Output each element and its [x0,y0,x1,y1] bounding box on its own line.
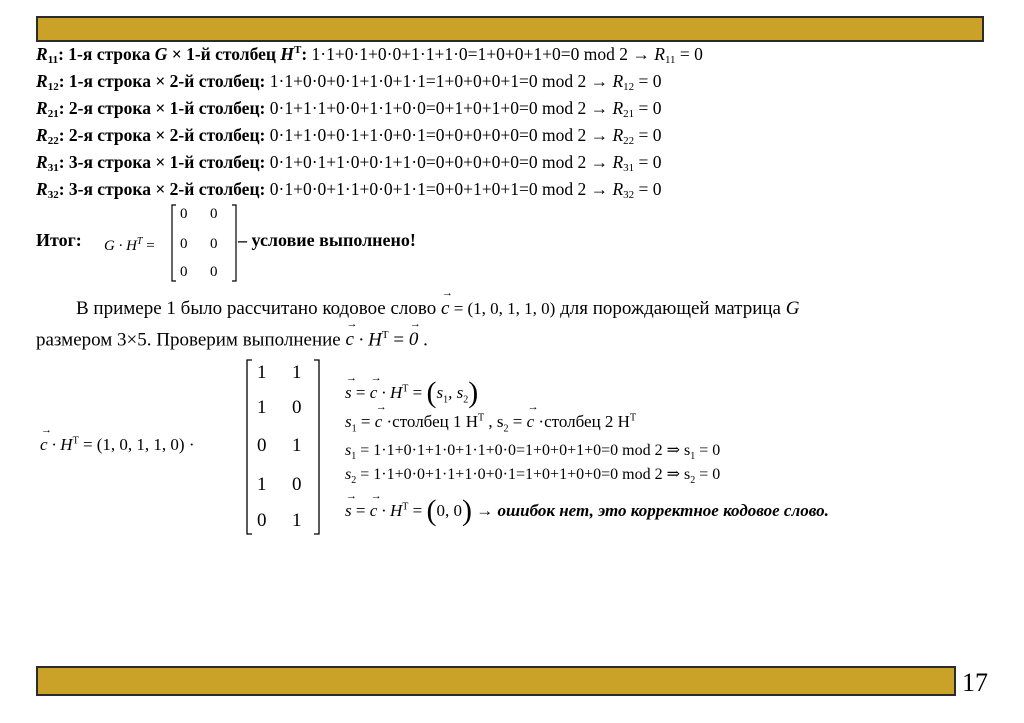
product-matrix-cell: 1 [257,474,267,495]
product-matrix-cell: 1 [292,510,302,531]
product-matrix-cell: 1 [292,362,302,383]
r22-line: $R_{22}$: 2-я строка × 2-й столбец: 0·1+1·0+0·1+1·0+0·1=0+0+0+0+0=0 mod $2 \to R_{22} = 0$ [36,125,662,147]
paragraph-line-2: размером 3×5. Проверим выполнение → $c \cdot H^T$ = → 0 . [36,329,428,351]
product-matrix-brackets [244,358,324,538]
r12-line: $R_{12}$: 1-я строка × 2-й столбец: 1·1+0·0+0·1+1·0+1·1=1+0+0+0+1=0 mod $2 \to R_{12} = 0$ [36,71,662,93]
product-matrix-cell: 1 [257,397,267,418]
s-vector-definition: → s = → $c \cdot H^T = (s_1$, $s_2$) [345,376,478,410]
s-components-definition: $s_1$ = → c ·столбец 1 $H^T$ , $s_2$ = → c ·столбец 2 $H^T$ [345,412,636,434]
product-matrix-cell: 1 [257,362,267,383]
itog-matrix-cell: 0 [180,264,188,280]
r32-line: $R_{32}$: 3-я строка × 2-й столбец: 0·1+0·0+1·1+0·0+1·1=0+0+1+0+1=0 mod $2 \to R_{32} = 0$ [36,179,662,201]
product-matrix-cell: 0 [257,510,267,531]
itog-matrix-cell: 0 [210,206,218,222]
product-matrix-cell: 0 [257,435,267,456]
product-matrix-cell: 0 [292,397,302,418]
r11-line: $R_{11}$: 1-я строка G × 1-й столбец $H^T$: 1·1+0·1+0·0+1·1+1·0=1+0+0+1+0=0 mod $2 \to R_{11} = 0$ [36,44,703,66]
s-result-line: → s = → $c \cdot H^T = (0$, 0) → ошибок нет, это корректное кодовое слово. [345,494,829,528]
paragraph-line-1: В примере 1 было рассчитано кодовое слово → c = (1, 0, 1, 1, 0) для порождающей матрица G [76,298,799,320]
product-matrix-cell: 1 [292,435,302,456]
itog-matrix-cell: 0 [210,236,218,252]
r21-line: $R_{21}$: 2-я строка × 1-й столбец: 0·1+1·1+0·0+1·1+0·0=0+1+0+1+0=0 mod $2 \to R_{21} = 0$ [36,98,662,120]
bottom-decor-bar [36,666,956,696]
top-decor-bar [36,16,984,42]
itog-matrix-cell: 0 [180,206,188,222]
itog-matrix-cell: 0 [180,236,188,252]
itog-matrix-cell: 0 [210,264,218,280]
s2-calculation: $s_2 = 1\cdot 1+0\cdot 0+1\cdot 1+1\cdot 0+0\cdot 1=1+0+1+0+0=0$ mod 2 ⇒ $s_2 = 0$ [345,466,721,487]
itog-label: Итог: [36,230,82,250]
product-lhs: → $c \cdot H^T = (1$, 0, 1, 1, 0) · [40,435,195,455]
s1-calculation: $s_1 = 1\cdot 1+0\cdot 1+1\cdot 0+1\cdot 1+0\cdot 0=1+0+0+1+0=0$ mod 2 ⇒ $s_1 = 0$ [345,442,721,463]
itog-expression: $G \cdot H^T$ = [104,236,155,254]
page-number: 17 [962,668,988,697]
itog-condition: – условие выполнено! [238,230,416,250]
product-matrix-cell: 0 [292,474,302,495]
r31-line: $R_{31}$: 3-я строка × 1-й столбец: 0·1+0·1+1·0+0·1+1·0=0+0+0+0+0=0 mod $2 \to R_{31} = 0$ [36,152,662,174]
